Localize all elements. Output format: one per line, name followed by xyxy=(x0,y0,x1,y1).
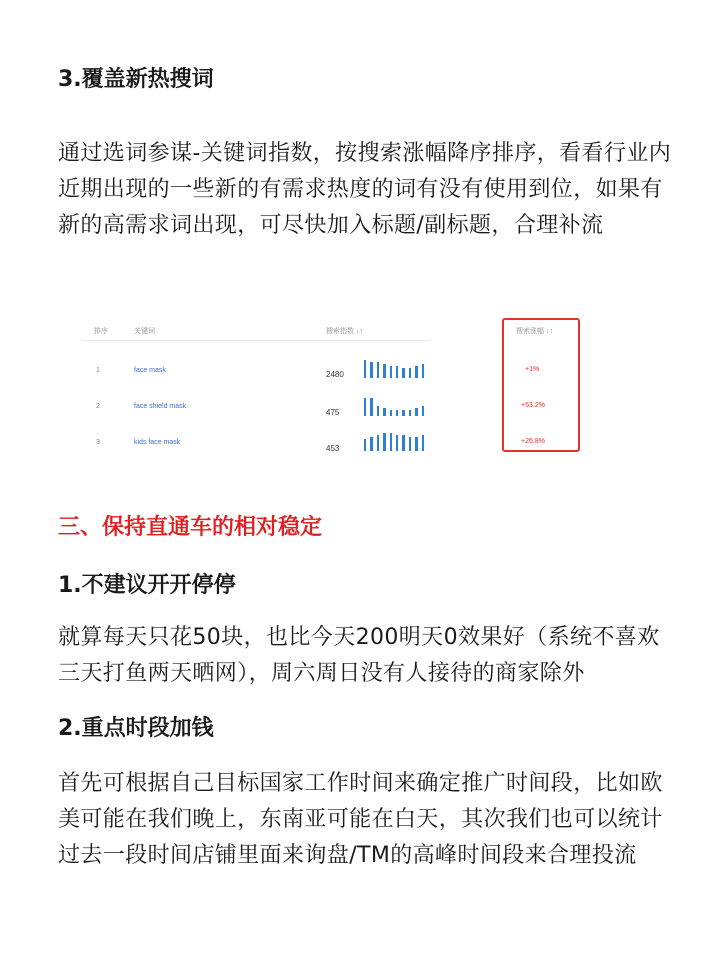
trend-sparkline xyxy=(364,433,430,451)
sort-icon: ↓↑ xyxy=(354,328,363,335)
row-index: 475 xyxy=(326,408,340,417)
row-rank: 2 xyxy=(96,403,100,410)
row-keyword-link[interactable]: kids face mask xyxy=(134,439,181,446)
trend-bar xyxy=(383,433,385,451)
trend-bar xyxy=(409,410,411,416)
trend-bar xyxy=(383,408,385,416)
growth-column-highlight xyxy=(502,318,580,452)
trend-bar xyxy=(409,368,411,378)
trend-bar xyxy=(402,368,404,378)
trend-bar xyxy=(415,408,417,416)
trend-bar xyxy=(364,398,366,416)
keyword-index-table xyxy=(82,318,602,463)
row-keyword-link[interactable]: face mask xyxy=(134,367,166,374)
trend-bar xyxy=(390,366,392,378)
trend-bar xyxy=(377,406,379,416)
trend-bar xyxy=(364,439,366,451)
trend-bar xyxy=(402,435,404,451)
heading-new-hot-keywords: 3.覆盖新热搜词 xyxy=(58,67,214,92)
divider xyxy=(82,340,430,341)
paragraph-no-start-stop: 就算每天只花50块，也比今天200明天0效果好（系统不喜欢三天打鱼两天晒网），周六周日没有人接待的商家除外 xyxy=(58,625,660,686)
row-rank: 3 xyxy=(96,439,100,446)
sort-icon: ↓↑ xyxy=(544,328,553,335)
row-index: 2480 xyxy=(326,370,344,379)
paragraph-peak-hours: 首先可根据自己目标国家工作时间来确定推广时间段，比如欧美可能在我们晚上，东南亚可能在白天，其次我们也可以统计过去一段时间店铺里面来询盘/TM的高峰时间段来合理投流 xyxy=(58,771,663,868)
row-keyword-link[interactable]: face shield mask xyxy=(134,403,187,410)
col-rank-header: 排序 xyxy=(94,328,108,335)
heading-no-start-stop: 1.不建议开开停停 xyxy=(58,573,236,598)
trend-bar xyxy=(390,433,392,451)
trend-bar xyxy=(390,410,392,416)
trend-bar xyxy=(396,410,398,416)
col-index-header[interactable]: 搜索指数 ↓↑ xyxy=(326,328,363,335)
row-index: 453 xyxy=(326,444,340,453)
col-keyword-header: 关键词 xyxy=(134,328,155,335)
section-title-keep-stable: 三、保持直通车的相对稳定 xyxy=(58,515,323,540)
trend-bar xyxy=(409,437,411,451)
trend-sparkline xyxy=(364,360,430,378)
row-growth: +1% xyxy=(525,366,540,373)
trend-bar xyxy=(402,410,404,416)
trend-bar xyxy=(370,398,372,416)
trend-bar xyxy=(396,366,398,378)
trend-bar xyxy=(370,362,372,378)
trend-bar xyxy=(370,437,372,451)
trend-bar xyxy=(415,437,417,451)
trend-bar xyxy=(377,435,379,451)
trend-bar xyxy=(422,435,424,451)
trend-bar xyxy=(396,435,398,451)
trend-bar xyxy=(377,362,379,378)
trend-bar xyxy=(415,366,417,378)
row-growth: +53.2% xyxy=(521,402,545,409)
trend-sparkline xyxy=(364,398,430,416)
trend-bar xyxy=(422,364,424,378)
row-rank: 1 xyxy=(96,367,100,374)
trend-bar xyxy=(422,406,424,416)
trend-bar xyxy=(364,360,366,378)
trend-bar xyxy=(383,364,385,378)
paragraph-new-hot-keywords: 通过选词参谋-关键词指数，按搜索涨幅降序排序，看看行业内近期出现的一些新的有需求热度的词有没有使用到位，如果有新的高需求词出现，可尽快加入标题/副标题，合理补流 xyxy=(58,141,672,238)
row-growth: +26.8% xyxy=(521,438,545,445)
col-growth-header[interactable]: 搜索涨幅 ↓↑ xyxy=(516,328,553,335)
heading-peak-hours: 2.重点时段加钱 xyxy=(58,716,214,741)
